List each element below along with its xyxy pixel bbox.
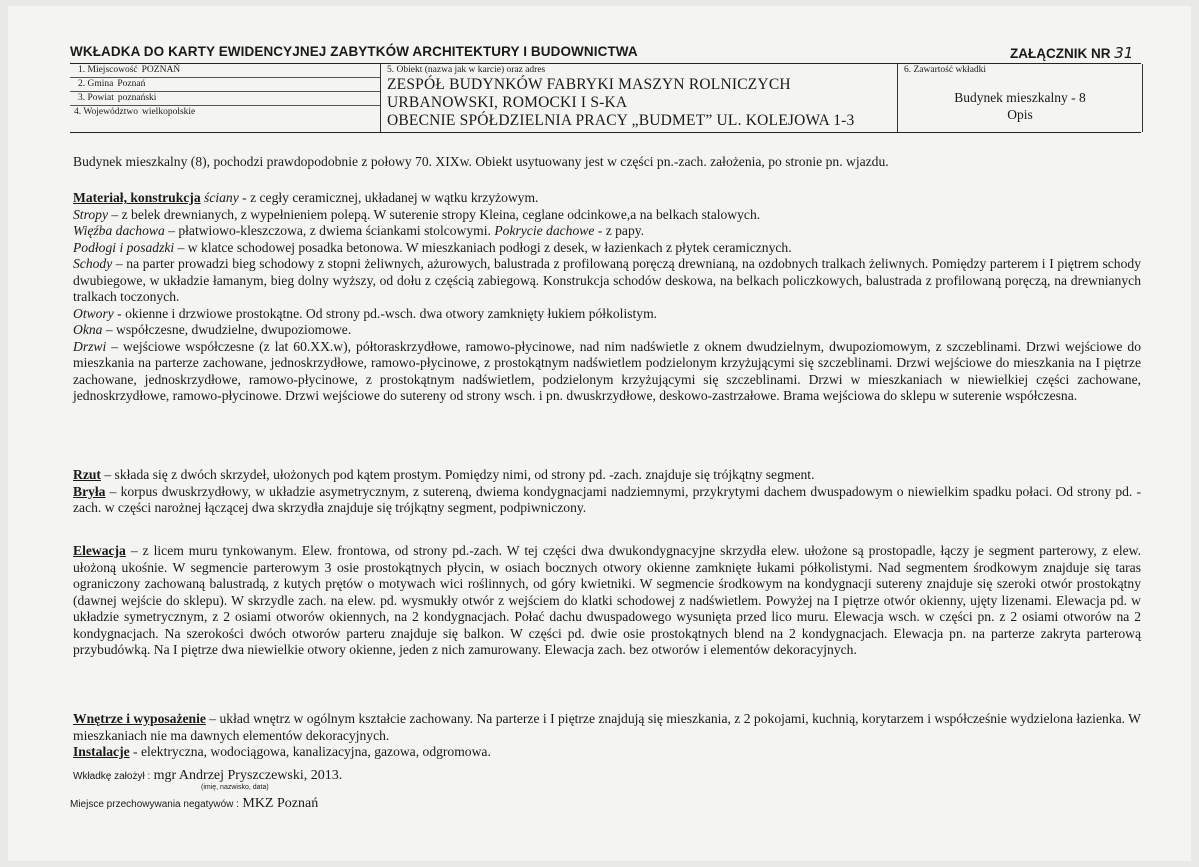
roof-label: Pokrycie dachowe bbox=[494, 223, 595, 238]
interior-paragraph bbox=[73, 711, 1141, 744]
plan-text: – składa się z dwóch skrzydeł, ułożonych pod kątem prostym. Pomiędzy nimi, od strony pd. -zach. znajduje się trójkątny segment. bbox=[100, 467, 815, 482]
stairs-label: Schody bbox=[73, 256, 113, 271]
interior-section bbox=[73, 711, 1141, 761]
intro-text: Budynek mieszkalny (8), pochodzi prawdopodobnie z połowy 70. XIXw. Obiekt usytuowany jest w części pn.-zach. założenia, po stronie pn. wjazdu. bbox=[73, 154, 889, 169]
contents-line-1: Budynek mieszkalny - 8 bbox=[954, 90, 1086, 105]
openings-text: - okienne i drzwiowe prostokątne. Od strony pd.-wsch. dwa otwory zamknięty łukiem półkolistym. bbox=[113, 305, 658, 321]
object-label: 5. Obiekt (nazwa jak w karcie) oraz adres bbox=[387, 65, 546, 75]
elevation-heading: Elewacja bbox=[73, 543, 126, 558]
ceilings-label: Stropy bbox=[73, 206, 108, 222]
interior-heading: Wnętrze i wyposażenie bbox=[73, 711, 206, 726]
doors-text: – wejściowe współczesne (z lat 60.XX.w), półtoraskrzydłowe, ramowo-płycinowe, nad nim nadświetle z oknem dwudzielnym, dwupoziomowym, z szczeblinami. Drzwi wejściowe do mieszkania na parterze zachowane, jednoskrzydłowe, ramowo-płycinowe, z prostokątnym nadświetlem podzielonym krzyżującymi się szczeblinami. Drzwi wejściowe do mieszkania na I piętrze zachowane, jednoskrzydłowe, ramowo-płycinowe, z prostokątnym nadświetlem, podzielonym krzyżującymi się szczeblinami. Drzwi w mieszkaniach w niewielkiej części zachowane, jednoskrzydłowe, ramowo-płycinowe. Drzwi wejściowe do sutereny od strony wsch. i pn. dwuskrzydłowe, deskowo-zastrzałowe. Brama wejściowa do sklepu w suterenie współczesna. bbox=[73, 338, 1141, 403]
material-ceilings bbox=[73, 207, 1141, 224]
massing-paragraph bbox=[73, 484, 1141, 517]
material-heading: Materiał, konstrukcja bbox=[73, 190, 201, 205]
author-value: mgr Andrzej Pryszczewski, 2013. bbox=[153, 768, 343, 783]
voivodeship-label: 4. Województwo bbox=[74, 107, 138, 117]
installations-heading: Instalacje bbox=[73, 744, 130, 759]
object-line-1: ZESPÓŁ BUDYNKÓW FABRYKI MASZYN ROLNICZYCH bbox=[387, 76, 791, 93]
attachment-number: 31 bbox=[1114, 44, 1134, 62]
attachment-label bbox=[1010, 44, 1133, 62]
author-label: Wkładkę założył : bbox=[73, 771, 151, 782]
openings-label: Otwory bbox=[73, 305, 114, 321]
installations-text: - elektryczna, wodociągowa, kanalizacyjna, gazowa, odgromowa. bbox=[129, 744, 491, 759]
floors-text: – w klatce schodowej posadka betonowa. W mieszkaniach podłogi z desek, w łazienkach z płytek ceramicznych. bbox=[174, 239, 792, 255]
district-value: poznański bbox=[117, 93, 157, 103]
author-note: (imię, nazwisko, data) bbox=[201, 784, 269, 791]
object-line-3: OBECNIE SPÓŁDZIELNIA PRACY „BUDMET” UL. KOLEJOWA 1-3 bbox=[387, 112, 855, 129]
floors-label: Podłogi i posadzki bbox=[73, 239, 175, 255]
intro-paragraph bbox=[73, 154, 1141, 171]
contents-label: 6. Zawartość wkładki bbox=[904, 65, 987, 75]
object-line-2: URBANOWSKI, ROMOCKI I S-KA bbox=[387, 94, 628, 111]
plan-heading: Rzut bbox=[73, 467, 101, 482]
storage-value: MKZ Poznań bbox=[242, 796, 319, 811]
district-row bbox=[70, 92, 380, 106]
windows-label: Okna bbox=[73, 322, 103, 337]
author-line bbox=[73, 767, 1141, 786]
voivodeship-value: wielkopolskie bbox=[141, 107, 196, 117]
material-doors bbox=[73, 339, 1141, 405]
material-openings bbox=[73, 306, 1141, 323]
truss-label: Więźba dachowa bbox=[73, 223, 165, 238]
storage-label: Miejsce przechowywania negatywów : bbox=[70, 799, 239, 810]
massing-heading: Bryła bbox=[73, 483, 106, 499]
material-windows bbox=[73, 322, 1141, 339]
elevation-section bbox=[73, 543, 1141, 659]
walls-label: ściany bbox=[204, 190, 239, 205]
place-value: POZNAŃ bbox=[141, 65, 181, 75]
page-title: WKŁADKA DO KARTY EWIDENCYJNEJ ZABYTKÓW ARCHITEKTURY I BUDOWNICTWA bbox=[70, 44, 638, 59]
material-section bbox=[73, 190, 1141, 405]
material-floors bbox=[73, 240, 1141, 257]
header-rule-bottom bbox=[70, 132, 1141, 133]
elevation-paragraph bbox=[73, 543, 1141, 659]
windows-text: – współczesne, dwudzielne, dwupoziomowe. bbox=[102, 322, 352, 337]
doors-label: Drzwi bbox=[73, 338, 107, 354]
voivodeship-row bbox=[70, 106, 380, 119]
district-label: 3. Powiat bbox=[78, 93, 114, 103]
plan-massing-section bbox=[73, 467, 1141, 517]
location-box bbox=[70, 64, 380, 132]
interior-text: – układ wnętrz w ogólnym kształcie zachowany. Na parterze i I piętrze znajdują się mieszkania, z 2 pokojami, kuchnią, korytarzem i współcześnie wydzielona łazienka. W mieszkaniach nie ma dawnych elementów dekoracyjnych. bbox=[73, 711, 1141, 743]
material-stairs bbox=[73, 256, 1141, 306]
roof-text: - z papy. bbox=[594, 223, 645, 238]
object-box bbox=[380, 64, 897, 132]
installations-paragraph bbox=[73, 744, 1141, 761]
place-label: 1. Miejscowość bbox=[78, 65, 138, 75]
contents-box bbox=[897, 64, 1143, 132]
walls-text: - z cegły ceramicznej, układanej w wątku krzyżowym. bbox=[238, 190, 539, 205]
material-truss bbox=[73, 223, 1141, 240]
massing-text: – korpus dwuskrzydłowy, w układzie asymetrycznym, z sutereną, dwiema kondygnacjami nadziemnymi, przykrytymi dachem dwuspadowym o niewielkim spadku połaci. Od strony pd. -zach. w części narożnej łączącej dwa skrzydła znajduje się trójkątny segment, podpiwniczony. bbox=[73, 483, 1141, 515]
ceilings-text: – z belek drewnianych, z wypełnieniem polepą. W suterenie stropy Kleina, ceglane odcinkowe,a na belkach stalowych. bbox=[108, 206, 761, 222]
contents-line-2: Opis bbox=[1007, 107, 1033, 122]
storage-line bbox=[70, 795, 1138, 814]
attachment-label-text: ZAŁĄCZNIK NR bbox=[1010, 46, 1111, 61]
truss-text: – płatwiowo-kleszczowa, z dwiema ściankami stolcowymi. bbox=[164, 223, 491, 238]
plan-paragraph bbox=[73, 467, 1141, 484]
stairs-text: – na parter prowadzi bieg schodowy z stopni żeliwnych, ażurowych, balustrada z profilowaną poręczą drewnianą, na ozdobnych tralkach żeliwnych. Pomiędzy parterem i I piętrem schody dwubiegowe, w układzie łamanym, bieg dolny wyższy, od dołu z częścią zabiegową. Konstrukcja schodów deskowa, na belkach policzkowych, balustrada z profilowaną poręczą, na drewnianych tralkach toczonych. bbox=[73, 256, 1141, 304]
material-walls bbox=[73, 190, 1141, 207]
commune-row bbox=[70, 78, 380, 92]
commune-label: 2. Gmina bbox=[78, 79, 114, 89]
commune-value: Poznań bbox=[117, 79, 146, 89]
place-row bbox=[70, 64, 380, 78]
elevation-text: – z licem muru tynkowanym. Elew. frontowa, od strony pd.-zach. W tej części dwa dwukondygnacyjne skrzydła elew. ułożone są prostopadle, łączy je segment parterowy, z elew. ułożoną ukośnie. W segmencie parterowym 3 osie prostokątnych płycin, w osiach bocznych otwory okienne zamknięte łukami półkolistymi. Nad segmentem środkowym znajduje się taras ograniczony zachowaną balustradą, z kutych prętów o motywach wici roślinnych, od góry kwietniki. W segmencie środkowym na kondygnacji sutereny znajduje się szeroki otwór prostokątny (dawnej wejście do sklepu). W skrzydle zach. na elew. pd. wysmukły otwór z wejściem do klatki schodowej z nadświetlem. Powyżej na I piętrze otwór okienny, ujęty lizenami. Elewacja pd. w układzie symetrycznym, z 2 osiami otworów okiennych, na 2 kondygnacjach. Połać dachu dwuspadowego wysunięta przed lico muru. Elewacja wsch. w części pn. z 2 osiami otworów na 2 kondygnacjach. Na szerokości dwóch otworów parteru znajduje się balkon. W części pd. dwie osie prostokątnych blend na 2 kondygnacjach. Elewacja pn. na parterze zakryta parterową przybudówką. Na I piętrze dwa niewielkie otwory okienne, jeden z nich zamurowany. Elewacja zach. bez otworów i elementów dekoracyjnych. bbox=[73, 543, 1141, 657]
